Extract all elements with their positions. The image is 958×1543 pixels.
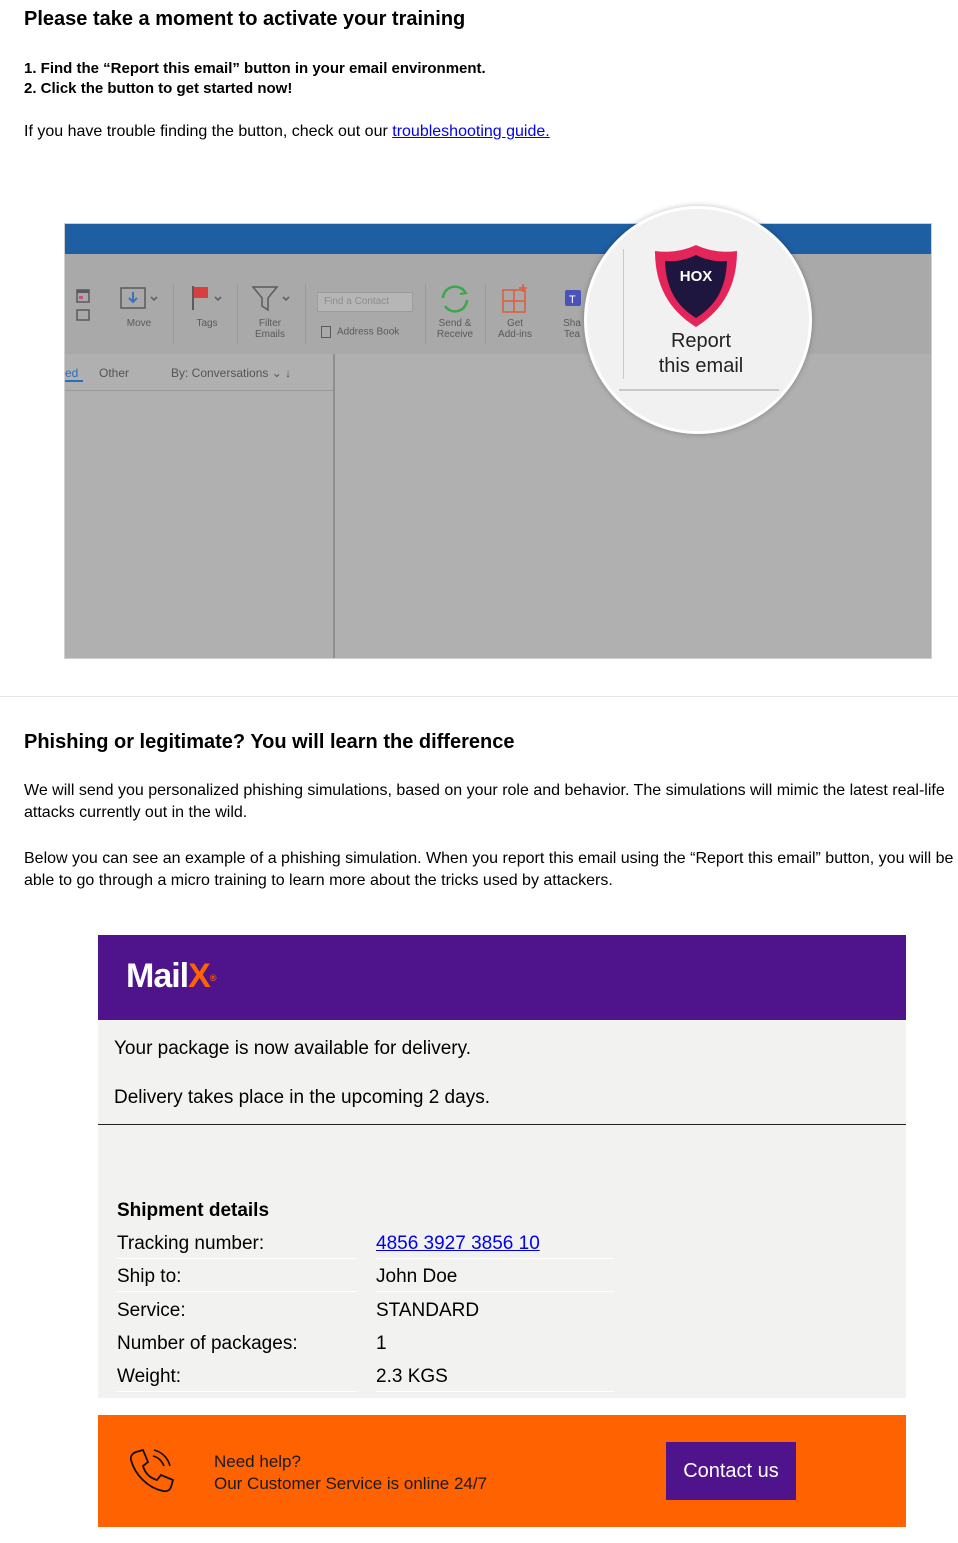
mail-list-tabs: [65, 362, 335, 390]
service-value: STANDARD: [376, 1300, 480, 1321]
weight-row: [117, 1366, 617, 1399]
delivery-time-text: Delivery takes place in the upcoming 2 days.: [114, 1087, 490, 1108]
teams-icon: [557, 284, 587, 314]
send-receive-label: Send & Receive: [436, 318, 474, 340]
step-1: 1. Find the “Report this email” button in your email environment.: [24, 60, 486, 77]
sample-email-body: [98, 1020, 906, 1398]
tab-focused: ed: [65, 366, 79, 380]
trouble-text: [24, 123, 550, 141]
filter-icon: [247, 284, 293, 314]
move-icon: [117, 284, 161, 314]
filter-label: Filter Emails: [254, 318, 285, 340]
phishing-example-paragraph: Below you can see an example of a phishing simulation. When you report this email using the “Report this email” button, you will be able to go through a micro training to learn more about the tricks used by attackers.: [24, 850, 954, 889]
body-separator: [98, 1124, 906, 1125]
magnifier-baseline: [619, 389, 779, 391]
tracking-label: Tracking number:: [117, 1233, 265, 1254]
report-button-magnifier: [584, 206, 812, 434]
tracking-number-link[interactable]: 4856 3927 3856 10: [376, 1233, 540, 1254]
ship-to-value: John Doe: [376, 1266, 458, 1287]
tab-other: Other: [99, 366, 130, 380]
sync-icon: [435, 284, 475, 314]
customer-service-line: Our Customer Service is online 24/7: [214, 1474, 488, 1493]
svg-text:T: T: [569, 294, 576, 306]
calendar-tool: [73, 284, 95, 332]
activation-steps: [24, 59, 486, 99]
troubleshooting-guide-link[interactable]: troubleshooting guide.: [392, 123, 550, 140]
active-tab-underline: [65, 380, 83, 382]
packages-label: Number of packages:: [117, 1333, 298, 1354]
share-teams-label: Sha Tea: [563, 318, 581, 340]
shipment-details-title: Shipment details: [117, 1200, 270, 1221]
move-label: Move: [126, 318, 152, 329]
mail-list-divider: [65, 390, 335, 391]
ship-to-row: [117, 1266, 617, 1299]
report-label-line2: this email: [658, 355, 744, 377]
address-book-button: [321, 326, 399, 338]
weight-label: Weight:: [117, 1366, 182, 1387]
service-row: [117, 1300, 617, 1333]
weight-value: 2.3 KGS: [376, 1366, 448, 1387]
tags-tool: [185, 284, 229, 329]
send-receive-tool: [435, 284, 475, 340]
add-ins-tool: [497, 284, 533, 340]
address-book-icon: [321, 326, 331, 338]
find-contact-field: Find a Contact: [317, 292, 413, 312]
outlook-titlebar: [65, 224, 931, 254]
sample-email-header: [98, 935, 906, 1021]
packages-value: 1: [376, 1333, 387, 1354]
add-ins-icon: [497, 284, 533, 314]
calendar-icon: [73, 284, 95, 328]
flag-icon: [185, 284, 229, 314]
step-2: 2. Click the button to get started now!: [24, 80, 293, 97]
report-this-email-label: [627, 329, 775, 379]
ship-to-label: Ship to:: [117, 1266, 182, 1287]
magnifier-separator: [623, 249, 624, 379]
service-label: Service:: [117, 1300, 186, 1321]
phishing-intro-paragraph: We will send you personalized phishing simulations, based on your role and behavior. The simulations will mimic the latest real-life attacks currently out in the wild.: [24, 782, 945, 821]
sample-email-footer: [98, 1415, 906, 1527]
contact-us-button[interactable]: Contact us: [666, 1442, 796, 1500]
mailx-logo: MailX®: [126, 957, 217, 995]
report-label-line1: Report: [670, 330, 732, 352]
phishing-section-title: Phishing or legitimate? You will learn the difference: [24, 731, 515, 753]
help-text: [214, 1451, 487, 1495]
tags-label: Tags: [196, 318, 218, 329]
tracking-row: [117, 1233, 617, 1266]
sort-conversations: By: Conversations ⌄ ↓: [171, 366, 292, 380]
share-teams-tool: [557, 284, 587, 340]
intro-title: Please take a moment to activate your training: [24, 8, 466, 30]
package-available-text: Your package is now available for delivery.: [114, 1038, 471, 1059]
section-divider: [0, 696, 958, 697]
hox-shield-text: HOX: [679, 268, 713, 285]
packages-row: [117, 1333, 617, 1366]
phone-icon: [126, 1446, 176, 1496]
need-help-line: Need help?: [214, 1452, 301, 1471]
address-book-label: Address Book: [337, 326, 400, 338]
add-ins-label: Get Add-ins: [498, 318, 532, 340]
filter-tool: [247, 284, 293, 340]
trouble-text-label: If you have trouble finding the button, check out our: [24, 123, 393, 140]
hox-shield-icon: [653, 243, 739, 329]
move-tool: [117, 284, 161, 329]
pane-divider: [333, 354, 335, 659]
